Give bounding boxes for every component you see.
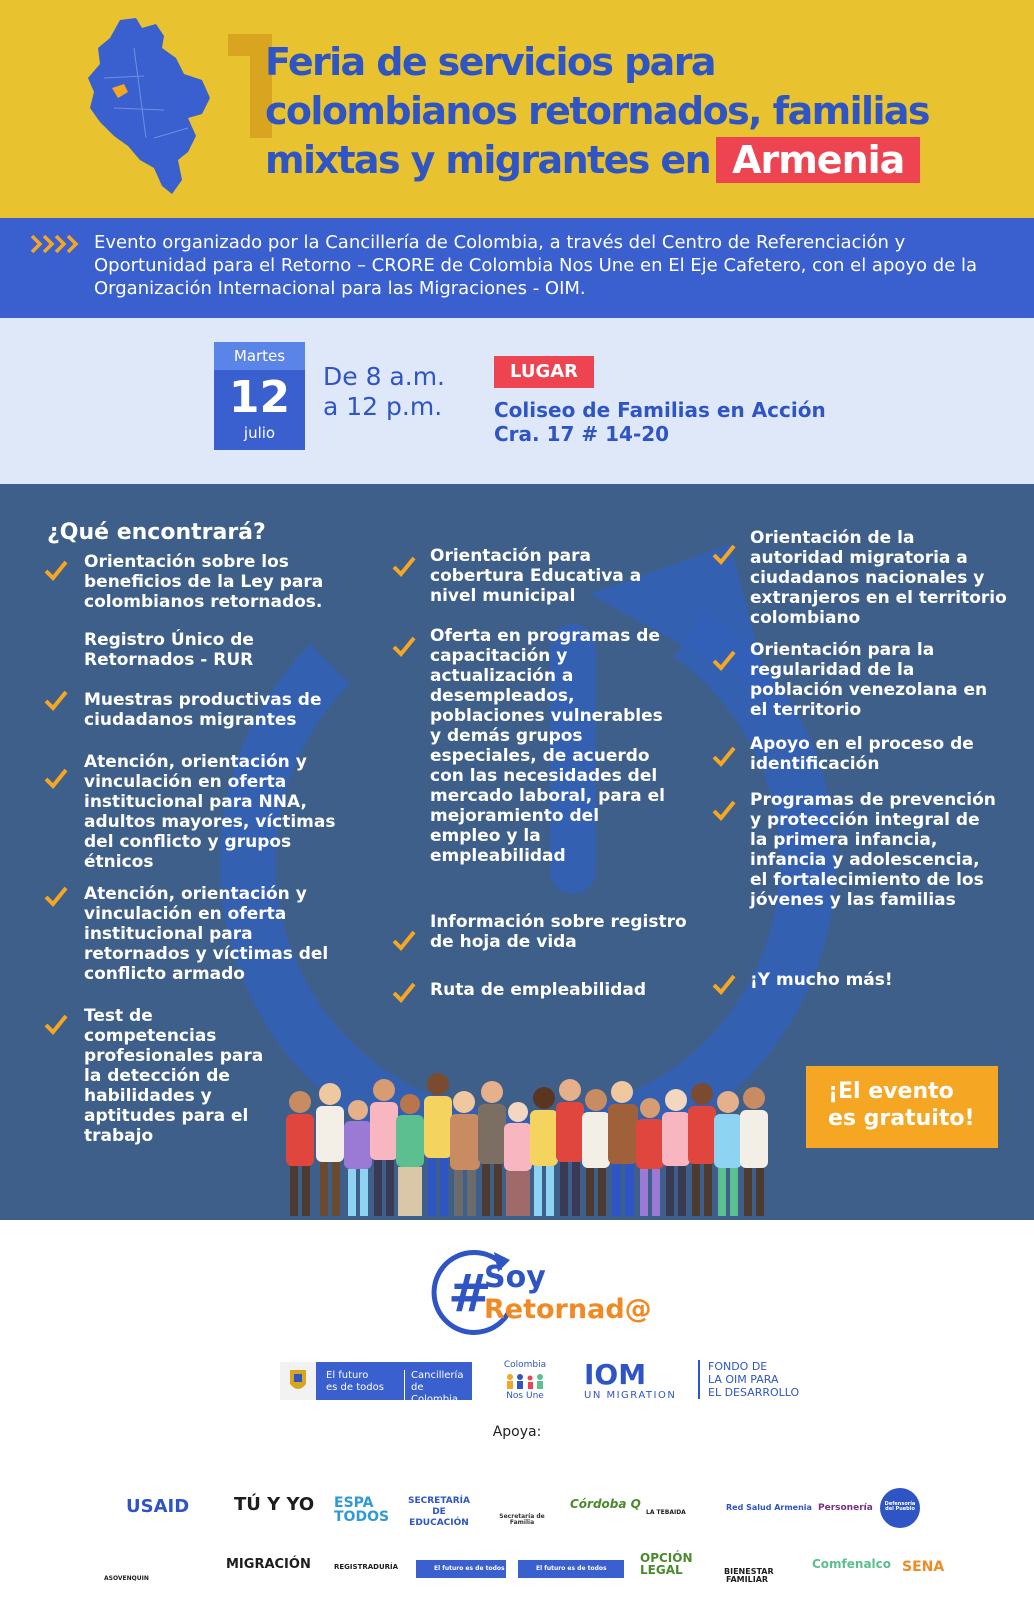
check-icon xyxy=(44,768,68,790)
retornada-text: Retornad@ xyxy=(484,1294,652,1325)
service-item: Atención, orientación y vinculación en oferta institucional para NNA, adultos mayores, víctimas del conflicto y grupos étnicos xyxy=(84,752,336,872)
crest-shape xyxy=(280,1362,316,1400)
opcion-legal-logo: OPCIÓN LEGAL xyxy=(640,1551,693,1577)
hashtag-symbol: # xyxy=(448,1264,492,1324)
asovenquin-logo: ASOVENQUIN xyxy=(104,1575,149,1582)
colombia-crest-icon xyxy=(280,1362,316,1400)
la-tebaida-logo: LA TEBAIDA xyxy=(646,1509,686,1516)
slogan-line-1: El futuro xyxy=(326,1370,369,1381)
defensoria-logo: Defensoría del Pueblo xyxy=(880,1488,920,1528)
place-address: Cra. 17 # 14-20 xyxy=(494,422,670,446)
organizer-band xyxy=(0,218,1034,318)
tu-y-yo-logo: TÚ Y YO xyxy=(234,1494,315,1515)
check-icon xyxy=(392,556,416,578)
check-icon xyxy=(392,636,416,658)
title-line-3 xyxy=(265,136,1005,185)
colombia-map-icon xyxy=(84,18,214,196)
migracion-logo: MIGRACIÓN xyxy=(226,1557,311,1572)
service-item: ¡Y mucho más! xyxy=(750,970,893,990)
place-label: LUGAR xyxy=(494,356,594,388)
cancilleria-slogan xyxy=(326,1370,384,1394)
cordoba-logo: Córdoba Q xyxy=(570,1497,641,1511)
free-line-1: ¡El evento xyxy=(828,1079,954,1104)
service-item: Apoyo en el proceso de identificación xyxy=(750,734,974,774)
apoya-label: Apoya: xyxy=(492,1424,542,1440)
title-line-2: colombianos retornados, familias xyxy=(265,89,929,133)
organizer-text: Evento organizado por la Cancillería de Colombia, a través del Centro de Referenciación y Oportunidad para el Retorno – CRORE de Colombia Nos Une en El Eje Cafetero, con el apoyo de la Organización Internacional para las Migraciones - OIM. xyxy=(94,232,978,299)
fondo-oim-text xyxy=(698,1360,799,1399)
event-time xyxy=(323,362,445,422)
people-crowd-illustration xyxy=(280,1054,780,1220)
service-item: Ruta de empleabilidad xyxy=(430,980,647,1000)
nosune-bottom: Nos Une xyxy=(506,1391,544,1401)
bienestar-familiar-logo: BIENESTAR FAMILIAR xyxy=(724,1567,774,1584)
city-badge: Armenia xyxy=(716,137,920,183)
futuro-logo-2: El futuro es de todos xyxy=(518,1560,624,1578)
services-title: ¿Qué encontrará? xyxy=(47,520,266,545)
comfenalco-logo: Comfenalco xyxy=(812,1557,892,1571)
place-name: Coliseo de Familias en Acción xyxy=(494,398,826,422)
time-line-2: a 12 p.m. xyxy=(323,392,443,421)
personeria-logo: Personería xyxy=(818,1503,873,1513)
check-icon xyxy=(392,982,416,1004)
usaid-logo: USAID xyxy=(126,1496,190,1517)
futuro-logo-1: El futuro es de todos xyxy=(416,1560,506,1578)
espa-todos-logo: ESPA TODOS xyxy=(334,1495,390,1525)
page-title xyxy=(265,38,1005,185)
chevrons-icon xyxy=(30,234,86,254)
cancilleria-name xyxy=(404,1370,472,1406)
red-salud-logo: Red Salud Armenia xyxy=(726,1503,812,1512)
fondo-line-2: LA OIM PARA xyxy=(708,1373,779,1386)
services-section xyxy=(0,484,1034,1220)
soy-retornada-logo xyxy=(430,1248,652,1340)
registraduria-logo: REGISTRADURÍA xyxy=(334,1563,399,1571)
calendar-day: 12 xyxy=(228,372,291,423)
service-item: Registro Único de Retornados - RUR xyxy=(84,630,254,670)
service-item: Test de competencias profesionales para la detección de habilidades y aptitudes para el trabajo xyxy=(84,1006,264,1146)
service-item: Oferta en programas de capacitación y actualización a desempleados, poblaciones vulnerables y demás grupos especiales, de acuerdo con las necesidades del mercado laboral, para el mejoramiento del empleo y la empleabilidad xyxy=(430,626,665,866)
header xyxy=(0,0,1034,218)
calendar-badge xyxy=(214,342,305,450)
service-item: Orientación sobre los beneficios de la Ley para colombianos retornados. xyxy=(84,552,324,612)
fondo-line-1: FONDO DE xyxy=(708,1360,768,1373)
service-item: Atención, orientación y vinculación en oferta institucional para retornados y víctimas del conflicto armado xyxy=(84,884,329,984)
service-item: Información sobre registro de hoja de vida xyxy=(430,912,687,952)
soy-text: Soy xyxy=(484,1260,546,1295)
fondo-line-3: EL DESARROLLO xyxy=(708,1386,800,1399)
name-line-2: de Colombia xyxy=(411,1382,458,1405)
free-event-badge xyxy=(806,1066,998,1148)
service-item: Orientación de la autoridad migratoria a ciudadanos nacionales y extranjeros en el territorio colombiano xyxy=(750,528,1007,628)
time-line-1: De 8 a.m. xyxy=(323,362,445,391)
service-item: Programas de prevención y protección integral de la primera infancia, infancia y adolescencia, el fortalecimiento de los jóvenes y las familias xyxy=(750,790,996,910)
colombia-nos-une-logo xyxy=(502,1360,548,1402)
calendar-month: julio xyxy=(243,424,276,442)
family-icon xyxy=(502,1373,548,1389)
title-line-1: Feria de servicios para xyxy=(265,40,715,84)
event-place xyxy=(494,398,826,446)
calendar-weekday: Martes xyxy=(214,342,305,370)
check-icon xyxy=(44,560,68,582)
secretaria-educacion-logo: SECRETARÍA DE EDUCACIÓN xyxy=(408,1496,470,1528)
check-icon xyxy=(712,800,736,822)
check-icon xyxy=(392,930,416,952)
check-icon xyxy=(712,650,736,672)
iom-text: IOM xyxy=(584,1358,647,1391)
sena-logo: SENA xyxy=(902,1559,945,1575)
check-icon xyxy=(44,886,68,908)
footer xyxy=(0,1220,1034,1600)
slogan-line-2: es de todos xyxy=(326,1382,384,1393)
check-icon xyxy=(712,974,736,996)
cancilleria-logo xyxy=(280,1362,472,1405)
name-line-1: Cancillería xyxy=(411,1370,464,1381)
un-migration-text: UN MIGRATION xyxy=(584,1390,677,1401)
free-line-2: es gratuito! xyxy=(828,1106,975,1131)
service-item: Orientación para la regularidad de la población venezolana en el territorio xyxy=(750,640,988,720)
nosune-top: Colombia xyxy=(503,1360,547,1370)
check-icon xyxy=(44,1014,68,1036)
title-line-3-text: mixtas y migrantes en xyxy=(265,138,711,182)
secretaria-familia-logo: Secretaría de Familia xyxy=(499,1513,545,1526)
service-item: Orientación para cobertura Educativa a nivel municipal xyxy=(430,546,642,606)
check-icon xyxy=(44,690,68,712)
service-item: Muestras productivas de ciudadanos migrantes xyxy=(84,690,322,730)
check-icon xyxy=(712,544,736,566)
check-icon xyxy=(712,746,736,768)
event-details xyxy=(0,318,1034,484)
